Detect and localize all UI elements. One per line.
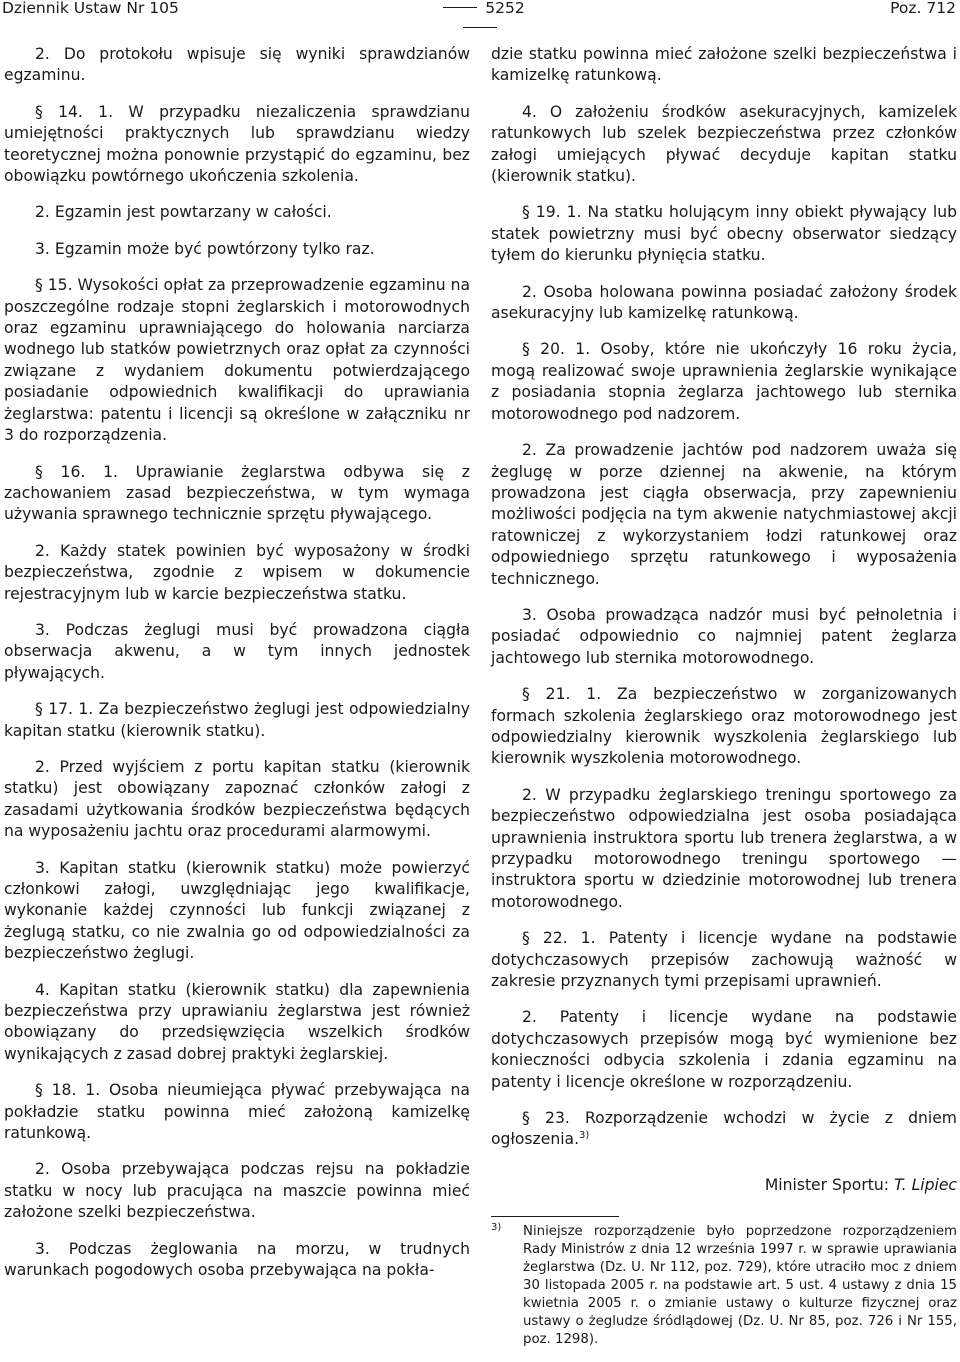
paragraph: 3. Osoba prowadząca nadzór musi być pełnoletnia i posiadać odpowiednio co najmniej patent żeglarza jachtowego lub sternika motorowodnego. <box>491 605 957 667</box>
paragraph: § 21. 1. Za bezpieczeństwo w zorganizowanych formach szkolenia żeglarskiego oraz motorowodnego jest odpowiedzialny kierownik wyszkolenia żeglarskiego lub kierownik wyszkolenia motorowodnego. <box>491 685 957 768</box>
right-column <box>491 44 957 1349</box>
signature-name: T. Lipiec <box>893 1175 957 1194</box>
signature <box>491 1175 957 1196</box>
signature-title: Minister Sportu: <box>764 1175 894 1194</box>
paragraph: § 16. 1. Uprawianie żeglarstwa odbywa się z zachowaniem zasad bezpieczeństwa, w tym wymaga używania sprawnego technicznie sprzętu pływającego. <box>4 462 470 524</box>
paragraph: 2. Do protokołu wpisuje się wyniki sprawdzianów egzaminu. <box>4 45 470 85</box>
page-number <box>412 0 548 38</box>
paragraph: § 17. 1. Za bezpieczeństwo żeglugi jest odpowiedzialny kapitan statku (kierownik statku). <box>4 700 470 740</box>
page-header <box>0 0 960 24</box>
journal-title: Dziennik Ustaw Nr 105 <box>2 0 179 17</box>
paragraph: § 19. 1. Na statku holującym inny obiekt pływający lub statek powietrzny musi być obecny obserwator siedzący tyłem do kierunku płynięcia statku. <box>491 203 957 265</box>
footnote-mark: 3) <box>491 1222 502 1234</box>
paragraph: § 15. Wysokości opłat za przeprowadzenie egzaminu na poszczególne rodzaje stopni żeglarskich i motorowodnych oraz egzaminu uprawniającego do holowania narciarza wodnego lub statków powietrznych oraz opłat za czynności związane z wydaniem dokumentu potwierdzającego posiadanie odpowiednich kwalifikacji do uprawiania żeglarstwa: patentu i licencji są określone w załączniku nr 3 do rozporządzenia. <box>4 276 471 445</box>
paragraph: 2. Osoba holowana powinna posiadać założony środek asekuracyjny lub kamizelkę ratunkową. <box>491 282 957 323</box>
paragraph: § 18. 1. Osoba nieumiejąca pływać przebywająca na pokładzie statku powinna mieć założoną kamizelkę ratunkową. <box>4 1081 470 1143</box>
paragraph: 4. O założeniu środków asekuracyjnych, kamizelek ratunkowych lub szelek bezpieczeństwa przez członków załogi umiejących pływać decyduje kapitan statku (kierownik statku). <box>491 102 957 186</box>
paragraph: § 14. 1. W przypadku niezaliczenia sprawdzianu umiejętności praktycznych lub sprawdzianu wiedzy teoretycznej można ponownie przystąpić do egzaminu, bez obowiązku powtórnego ukończenia szkolenia. <box>4 102 470 186</box>
paragraph: 2. Przed wyjściem z portu kapitan statku (kierownik statku) jest obowiązany zapoznać członków załogi z zasadami użytkowania środków bezpieczeństwa będących na wyposażeniu jachtu oraz procedurami alarmowymi. <box>4 757 470 841</box>
paragraph: 4. Kapitan statku (kierownik statku) dla zapewnienia bezpieczeństwa przy uprawianiu żeglarstwa jest również obowiązany do przedsięwzięcia wszelkich środków wynikających z zasad dobrej praktyki żeglarskiej. <box>4 980 470 1063</box>
footnote <box>491 1223 957 1349</box>
paragraph: 2. Patenty i licencje wydane na podstawie dotychczasowych przepisów mogą być wymienione bez konieczności odbycia szkolenia i zdania egzaminu na patenty i licencje określone w rozporządzeniu. <box>491 1008 957 1091</box>
dash-right <box>463 27 497 28</box>
page-number-text: 5252 <box>485 0 525 17</box>
footnote-text: Niniejsze rozporządzenie było poprzedzone rozporządzeniem Rady Ministrów z dnia 12 września 1997 r. w sprawie uprawiania żeglarstwa (Dz. U. Nr 112, poz. 729), które utraciło moc z dniem 30 listopada 2005 r. na podstawie art. 5 ust. 4 ustawy z dnia 15 kwietnia 2005 r. o zmianie ustawy o kulturze fizycznej oraz ustawy o żegludze śródlądowej (Dz. U. Nr 85, poz. 726 i Nr 155, poz. 1298). <box>523 1224 957 1348</box>
paragraph-final <box>491 1108 957 1151</box>
footnote-divider <box>491 1216 619 1217</box>
paragraph: 3. Egzamin może być powtórzony tylko raz. <box>35 239 375 258</box>
paragraph: § 22. 1. Patenty i licencje wydane na podstawie dotychczasowych przepisów zachowują ważność w zakresie przyznanych tymi przepisami uprawnień. <box>491 929 957 991</box>
paragraph: 3. Podczas żeglugi musi być prowadzona ciągła obserwacja akwenu, a w tym innych jednostek pływających. <box>4 620 470 682</box>
paragraph: 2. Każdy statek powinien być wyposażony w środki bezpieczeństwa, zgodnie z wpisem w dokumencie rejestracyjnym lub w karcie bezpieczeństwa statku. <box>4 541 470 603</box>
paragraph: 2. Egzamin jest powtarzany w całości. <box>35 203 332 222</box>
paragraph: 2. Za prowadzenie jachtów pod nadzorem uważa się żeglugę w porze dziennej na akwenie, na którym prowadzona jest ciągła obserwacja, przy zapewnieniu możliwości podjęcia na tym akwenie natychmiastowej akcji ratowniczej z wykorzystaniem łodzi ratunkowej oraz odpowiedniego sprzętu ratunkowego i wyposażenia technicznego. <box>491 441 957 588</box>
position-number: Poz. 712 <box>890 0 956 17</box>
footnote-reference: 3) <box>579 1130 590 1142</box>
paragraph: 3. Podczas żeglowania na morzu, w trudnych warunkach pogodowych osoba przebywająca na pokła- <box>4 1239 470 1280</box>
paragraph: 2. W przypadku żeglarskiego treningu sportowego za bezpieczeństwo odpowiedzialna jest osoba posiadająca uprawnienia instruktora sportu lub trenera żeglarstwa, a w przypadku motorowodnego treningu sportowego — instruktora sportu w dziedzinie motorowodnej lub trenera motorowodnego. <box>491 785 957 911</box>
left-column <box>4 44 470 1297</box>
paragraph: dzie statku powinna mieć założone szelki bezpieczeństwa i kamizelkę ratunkową. <box>491 45 957 85</box>
dash-left <box>443 7 477 8</box>
paragraph: 2. Osoba przebywająca podczas rejsu na pokładzie statku w nocy lub pracująca na maszcie powinna mieć założone szelki bezpieczeństwa. <box>4 1160 470 1222</box>
final-text: § 23. Rozporządzenie wchodzi w życie z dniem ogłoszenia. <box>491 1109 957 1149</box>
paragraph: § 20. 1. Osoby, które nie ukończyły 16 roku życia, mogą realizować swoje uprawnienia żeglarskie wynikające z posiadania stopnia żeglarza jachtowego lub sternika motorowodnego pod nadzorem. <box>491 340 957 423</box>
paragraph: 3. Kapitan statku (kierownik statku) może powierzyć członkowi załogi, uwzględniając jego kwalifikacje, wykonanie każdej czynności lub funkcji związanej z żeglugą statku, co nie zwalnia go od odpowiedzialności za bezpieczeństwo żeglugi. <box>4 858 470 963</box>
